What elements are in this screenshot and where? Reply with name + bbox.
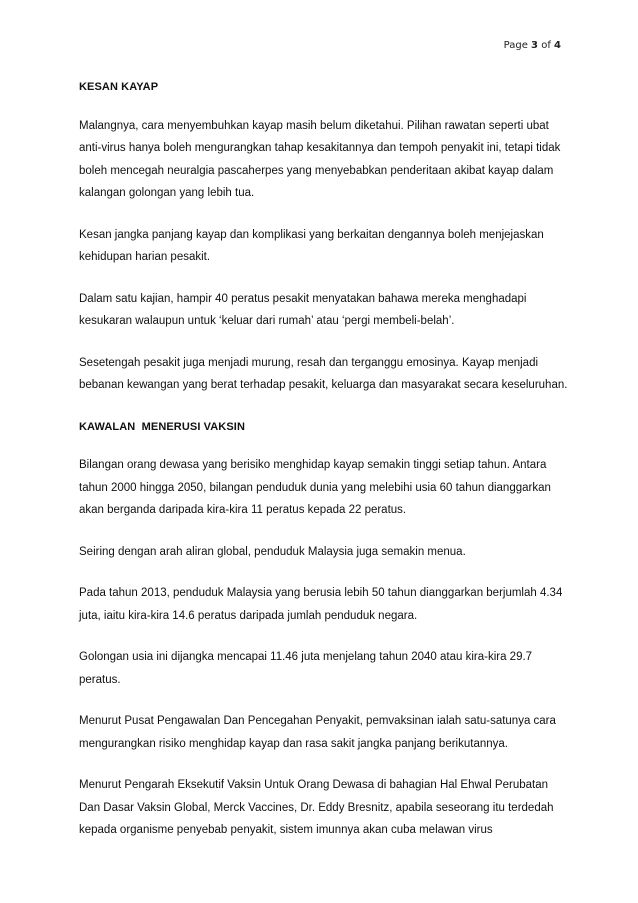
paragraph: Bilangan orang dewasa yang berisiko menghidap kayap semakin tinggi setiap tahun. Antara tahun 2000 hingga 2050, bilangan penduduk dunia yang melebihi usia 60 tahun dianggarkan akan berganda daripada kira-kira 11 peratus kepada 22 peratus. [79, 459, 551, 516]
paragraph: Seiring dengan arah aliran global, penduduk Malaysia juga semakin menua. [79, 545, 466, 558]
page-number [504, 40, 561, 51]
of-word: of [541, 40, 551, 51]
page-word: Page [503, 40, 528, 51]
paragraph: Kesan jangka panjang kayap dan komplikasi yang berkaitan dengannya boleh menjejaskan kehidupan harian pesakit. [79, 228, 544, 263]
total-pages: 4 [554, 40, 561, 51]
paragraph: Golongan usia ini dijangka mencapai 11.46 juta menjelang tahun 2040 atau kira-kira 29.7 peratus. [79, 651, 533, 686]
paragraph: Malangnya, cara menyembuhkan kayap masih belum diketahui. Pilihan rawatan seperti ubat anti-virus hanya boleh mengurangkan tahap kesakitannya dan tempoh penyakit ini, tetapi tidak boleh mencegah neuralgia pascaherpes yang menyebabkan penderitaan akibat kayap dalam kalangan golongan yang lebih tua. [79, 119, 561, 199]
paragraph: Menurut Pengarah Eksekutif Vaksin Untuk Orang Dewasa di bahagian Hal Ehwal Perubatan Dan Dasar Vaksin Global, Merck Vaccines, Dr. Eddy Bresnitz, apabila seseorang itu terdedah kepada organisme penyebab penyakit, sistem imunnya akan cuba melawan virus [79, 779, 554, 836]
paragraph: Dalam satu kajian, hampir 40 peratus pesakit menyatakan bahawa mereka menghadapi kesukaran walaupun untuk ‘keluar dari rumah’ atau ‘pergi membeli-belah’. [79, 292, 527, 327]
paragraph: Sesetengah pesakit juga menjadi murung, resah dan terganggu emosinya. Kayap menjadi bebanan kewangan yang berat terhadap pesakit, keluarga dan masyarakat secara keseluruhan. [79, 356, 568, 391]
section-heading-kesan-kayap: KESAN KAYAP [79, 81, 159, 93]
section-heading-kawalan-vaksin: KAWALAN MENERUSI VAKSIN [79, 420, 245, 433]
paragraph: Pada tahun 2013, penduduk Malaysia yang berusia lebih 50 tahun dianggarkan berjumlah 4.34 juta, iaitu kira-kira 14.6 peratus daripada jumlah penduduk negara. [79, 587, 563, 622]
paragraph: Menurut Pusat Pengawalan Dan Pencegahan Penyakit, pemvaksinan ialah satu-satunya cara mengurangkan risiko menghidap kayap dan rasa sakit jangka panjang berikutannya. [79, 715, 556, 750]
document-body [79, 76, 571, 861]
current-page: 3 [531, 40, 539, 51]
